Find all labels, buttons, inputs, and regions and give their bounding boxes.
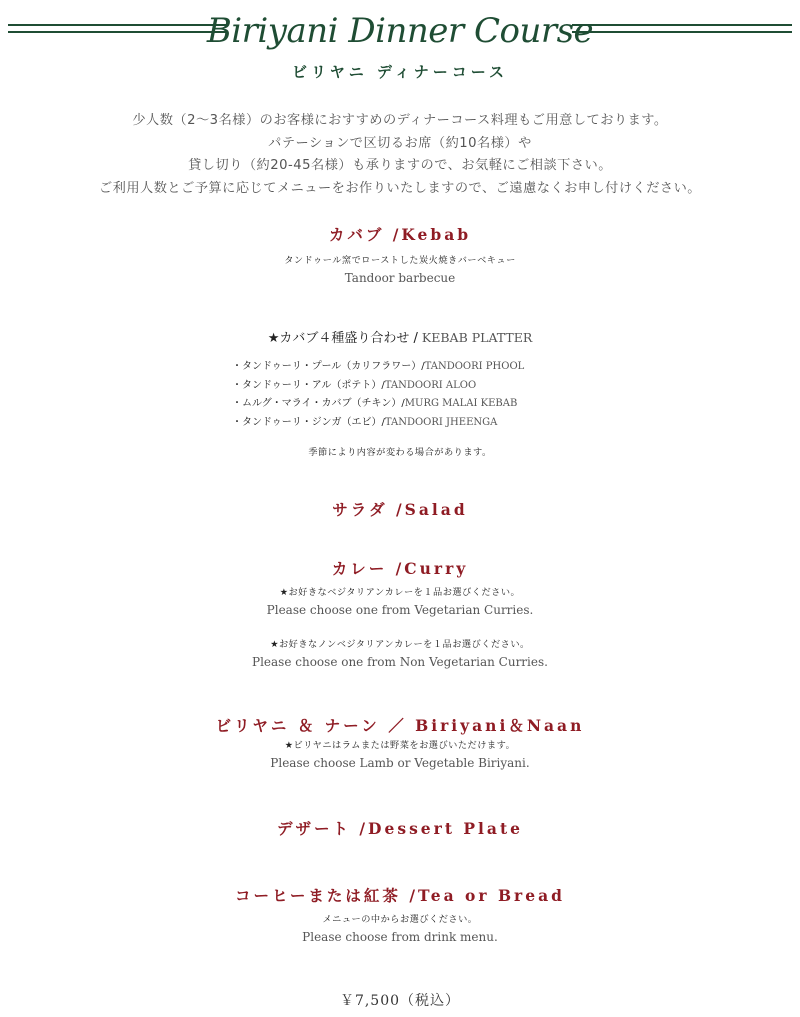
list-item-jp: ・タンドゥーリ・プール（カリフラワー）/ <box>232 361 425 372</box>
list-item-jp: ・ムルグ・マライ・カバブ（チキン）/ <box>232 398 405 410</box>
drink-title: コーヒーまたは紅茶 /Tea or Bread <box>235 886 565 905</box>
list-item <box>232 395 632 414</box>
list-item-jp: ・タンドゥーリ・ジンガ（エビ）/ <box>232 416 385 428</box>
biriyani-desc-en: Please choose Lamb or Vegetable Biriyani. <box>270 756 530 770</box>
drink-section <box>0 884 800 946</box>
list-item-en: MURG MALAI KEBAB <box>404 398 518 410</box>
salad-section <box>0 498 800 522</box>
kebab-title: カバブ /Kebab <box>328 225 472 244</box>
intro-line: 少人数（2～3名様）のお客様におすすめのディナーコース料理もご用意しております。 <box>132 113 668 128</box>
drink-desc-en: Please choose from drink menu. <box>302 930 498 944</box>
page-title: Biriyani Dinner Course <box>206 11 594 51</box>
course-price: ￥7,500（税込） <box>339 993 461 1009</box>
page-subtitle: ビリヤニ ディナーコース <box>292 63 508 81</box>
curry-title: カレー /Curry <box>331 559 469 578</box>
dessert-title: デザート /Dessert Plate <box>276 819 523 838</box>
platter-heading <box>0 328 800 349</box>
curry-veg-en: Please choose one from Vegetarian Curries. <box>266 603 534 617</box>
platter-title <box>0 328 800 349</box>
drink-desc-jp: メニューの中からお選びください。 <box>322 914 478 925</box>
platter-title-jp: ★カバブ４種盛り合わせ / <box>267 331 418 346</box>
curry-nonveg-en: Please choose one from Non Vegetarian Curries. <box>252 655 548 669</box>
list-item-en: TANDOORI PHOOL <box>424 361 525 372</box>
salad-title: サラダ /Salad <box>332 500 468 519</box>
biriyani-desc-jp: ★ビリヤニはラムまたは野菜をお選びいただけます。 <box>284 740 516 751</box>
biriyani-section <box>0 714 800 772</box>
platter-note-block <box>0 445 800 461</box>
dessert-section <box>0 817 800 841</box>
page-header <box>0 0 800 81</box>
curry-section <box>0 557 800 671</box>
intro-line: ご利用人数とご予算に応じてメニューをお作りいたしますので、ご遠慮なくお申し付けください。 <box>99 180 701 196</box>
curry-veg-jp: ★お好きなベジタリアンカレーを１品お選びください。 <box>279 587 521 598</box>
list-item-en: TANDOORI ALOO <box>384 379 477 391</box>
list-item-en: TANDOORI JHEENGA <box>384 416 498 428</box>
kebab-desc-jp: タンドゥール窯でローストした炭火焼きバーベキュー <box>284 255 516 266</box>
biriyani-title: ビリヤニ ＆ ナーン ／ Biriyani＆Naan <box>215 716 585 735</box>
list-item <box>232 358 632 377</box>
list-item <box>232 414 632 433</box>
platter-title-en: KEBAB PLATTER <box>417 330 533 345</box>
price-block <box>0 990 800 1012</box>
platter-note: 季節により内容が変わる場合があります。 <box>308 447 492 458</box>
intro-line: パテーションで区切るお席（約10名様）や <box>268 135 532 151</box>
kebab-desc-en: Tandoor barbecue <box>344 271 456 285</box>
kebab-section <box>0 223 800 287</box>
platter-list <box>232 358 632 432</box>
curry-nonveg-jp: ★お好きなノンベジタリアンカレーを１品お選びください。 <box>270 639 530 650</box>
list-item-jp: ・タンドゥーリ・アル（ポテト）/ <box>232 379 385 391</box>
intro-line: 貸し切り（約20-45名様）も承りますので、お気軽にご相談下さい。 <box>188 158 612 173</box>
intro-text <box>0 110 800 200</box>
list-item <box>232 377 632 396</box>
